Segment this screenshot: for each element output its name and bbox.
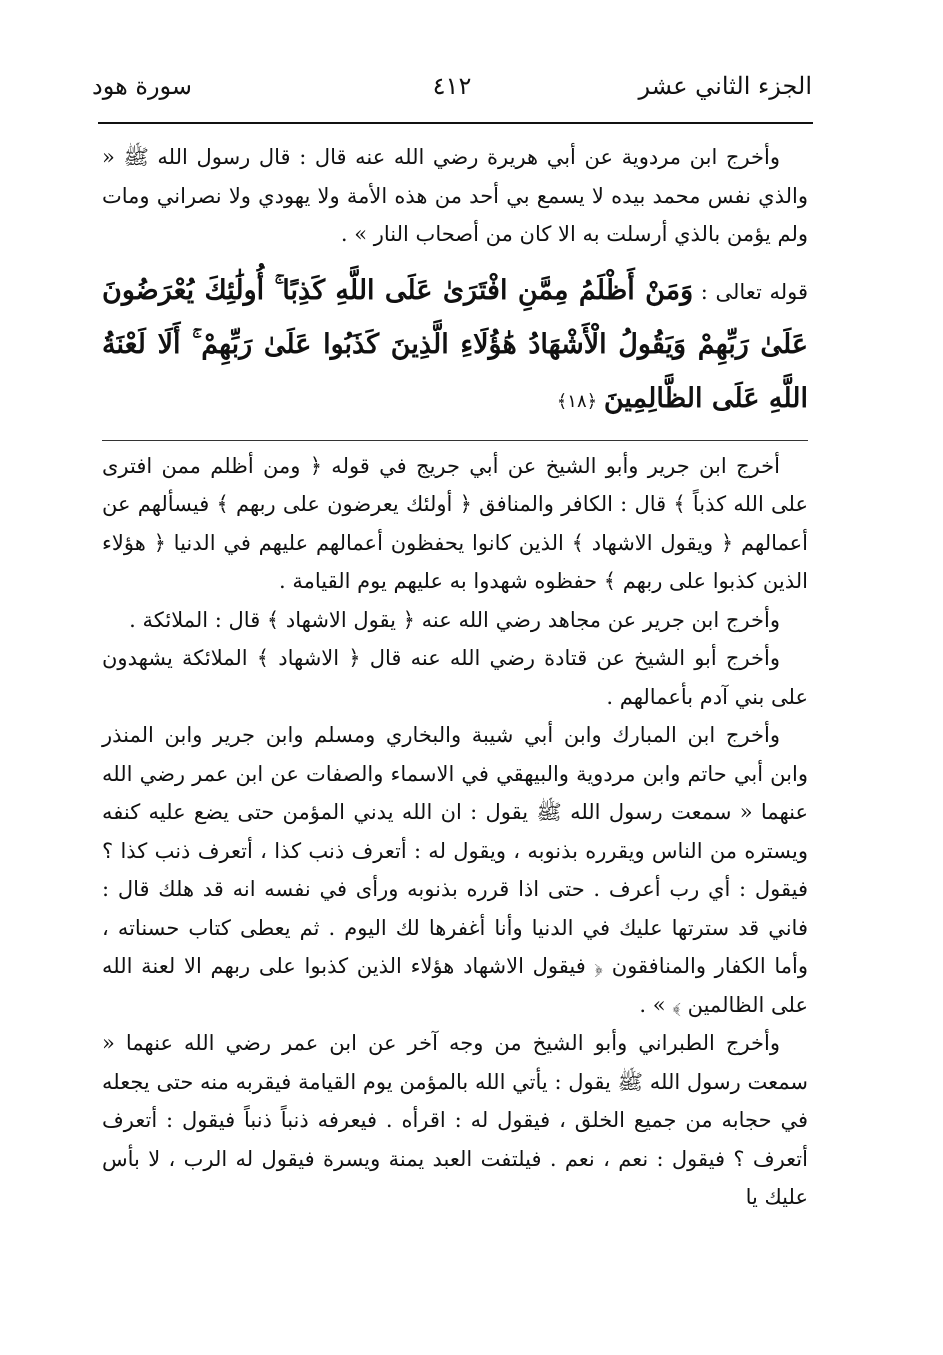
paragraph-commentary-1: أخرج ابن جرير وأبو الشيخ عن أبي جريج في قوله ﴿ ومن أظلم ممن افترى على الله كذباً ﴾ قال : الكافر والمنافق ﴿ أولئك يعرضون على ربهم ﴾ فيسألهم عن أعمالهم ﴿ ويقول الاشهاد ﴾ الذين كانوا يحفظون أعمالهم عليهم في الدنيا ﴿ هؤلاء الذين كذبوا على ربهم ﴾ حفظوه شهدوا به عليهم يوم القيامة . bbox=[102, 453, 808, 593]
header-rule bbox=[98, 122, 813, 124]
paragraph-commentary-4: وأخرج ابن المبارك وابن أبي شيبة والبخاري ومسلم وابن جرير وابن المنذر وابن أبي حاتم وابن مردوية والبيهقي في الاسماء والصفات عن ابن عمر رضي الله عنهما « سمعت رسول الله ﷺ يقول : ان الله يدني المؤمن حتى يضع عليه كنفه ويستره من الناس ويقرره بذنوبه ، ويقول له : أتعرف ذنب كذا ، أتعرف ذنب كذا ؟ فيقول : أي رب أعرف . حتى اذا قرره بذنوبه ورأى في نفسه انه قد هلك قال : فاني قد سترتها عليك في الدنيا وأنا أغفرها لك اليوم . ثم يعطى كتاب حسناته ، وأما الكفار والمنافقون ﴿ فيقول الاشهاد هؤلاء الذين كذبوا على ربهم الا لعنة الله على الظالمين ﴾ » . bbox=[102, 723, 808, 1017]
paragraph-commentary-5: وأخرج الطبراني وأبو الشيخ من وجه آخر عن ابن عمر رضي الله عنهما « سمعت رسول الله ﷺ يقول : يأتي الله بالمؤمن يوم القيامة فيقربه منه حتى يجعله في حجابه من جميع الخلق ، فيقول له : اقرأه . فيعرفه ذنباً ذنباً فيقول : أتعرف أتعرف ؟ فيقول : نعم ، نعم . فيلتفت العبد يمنة ويسرة فيقول له الرب ، لا بأس عليك يا bbox=[102, 1031, 808, 1209]
ayah-number: ١٨ bbox=[567, 390, 587, 412]
page-number: ٤١٢ bbox=[432, 72, 472, 100]
ayah-number-marker: ﴿١٨﴾ bbox=[556, 390, 598, 412]
page-header bbox=[92, 72, 812, 112]
page-body bbox=[102, 138, 808, 1217]
section-divider bbox=[102, 440, 808, 441]
surah-label: سورة هود bbox=[92, 72, 193, 100]
verse-intro: قوله تعالى : bbox=[700, 279, 808, 304]
quran-verse: وَمَنْ أَظْلَمُ مِمَّنِ افْتَرَىٰ عَلَى اللَّهِ كَذِبًا ۚ أُولَٰئِكَ يُعْرَضُونَ عَلَىٰ رَبِّهِمْ وَيَقُولُ الْأَشْهَادُ هَٰؤُلَاءِ الَّذِينَ كَذَبُوا عَلَىٰ رَبِّهِمْ ۚ أَلَا لَعْنَةُ اللَّهِ عَلَى الظَّالِمِينَ bbox=[102, 274, 808, 414]
paragraph-hadith-1: وأخرج ابن مردوية عن أبي هريرة رضي الله عنه قال : قال رسول الله ﷺ « والذي نفس محمد بيده لا يسمع بي أحد من هذه الأمة ولا يهودي ولا نصراني ومات ولم يؤمن بالذي أرسلت به الا كان من أصحاب النار » . bbox=[102, 145, 808, 246]
paragraph-commentary-3: وأخرج أبو الشيخ عن قتادة رضي الله عنه قال ﴿ الاشهاد ﴾ الملائكة يشهدون على بني آدم بأعمالهم . bbox=[102, 646, 808, 709]
paragraph-commentary-2: وأخرج ابن جرير عن مجاهد رضي الله عنه ﴿ يقول الاشهاد ﴾ قال : الملائكة . bbox=[129, 607, 780, 632]
verse-block bbox=[102, 264, 808, 426]
part-label: الجزء الثاني عشر bbox=[638, 72, 812, 100]
